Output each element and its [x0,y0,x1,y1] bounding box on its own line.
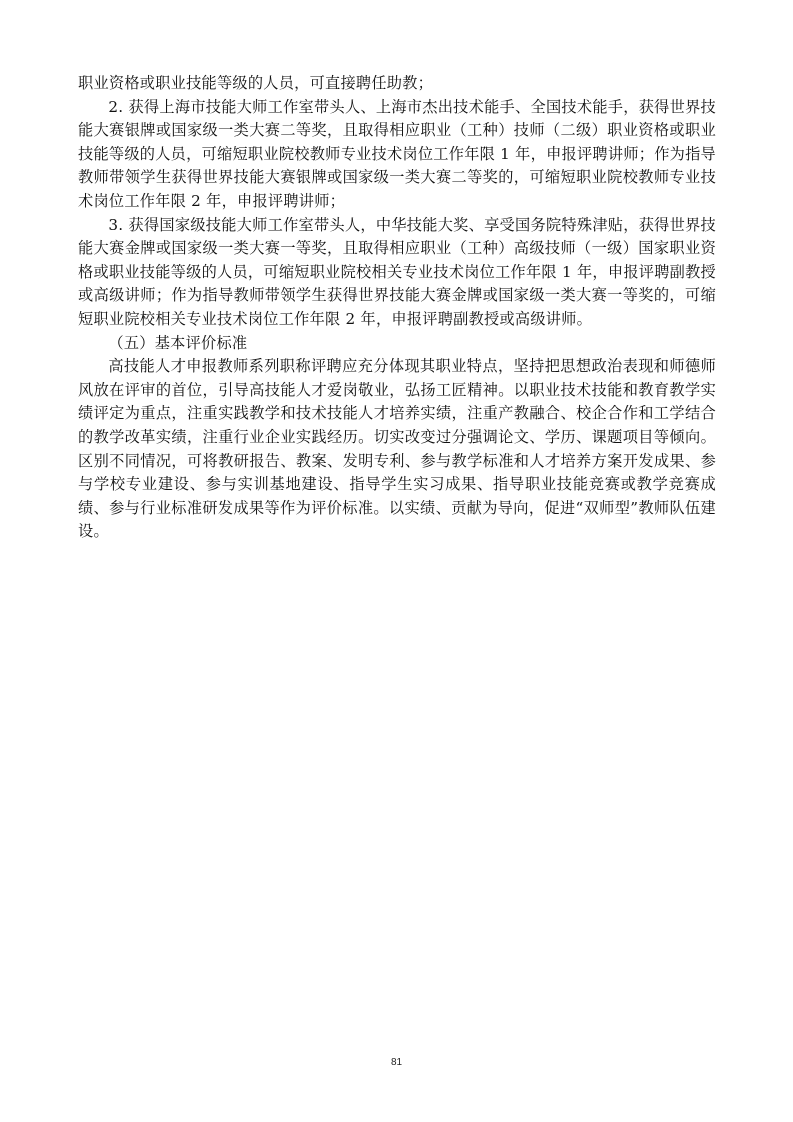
page-number: 81 [390,1057,403,1068]
paragraph-continuation: 职业资格或职业技能等级的人员，可直接聘任助教； [78,74,434,92]
document-body [78,72,716,544]
paragraph-item-3: 3. 获得国家级技能大师工作室带头人，中华技能大奖、享受国务院特殊津贴，获得世界技能大赛金牌或国家级一类大赛一等奖，且取得相应职业（工种）高级技师（一级）国家职业资格或职业技能等级的人员，可缩短职业院校相关专业技术岗位工作年限 1 年，申报评聘副教授或高级讲师；作为指导教师带领学生获得世界技能大赛金牌或国家级一类大赛一等奖的，可缩短职业院校相关专业技术岗位工作年限 2 年，申报评聘副教授或高级讲师。 [78,215,716,328]
section-heading: （五）基本评价标准 [108,333,248,352]
paragraph-evaluation-standard: 高技能人才申报教师系列职称评聘应充分体现其职业特点，坚持把思想政治表现和师德师风放在评审的首位，引导高技能人才爱岗敬业，弘扬工匠精神。以职业技术技能和教育教学实绩评定为重点，注重实践教学和技术技能人才培养实绩，注重产教融合、校企合作和工学结合的教学改革实绩，注重行业企业实践经历。切实改变过分强调论文、学历、课题项目等倾向。区别不同情况，可将教研报告、教案、发明专利、参与教学标准和人才培养方案开发成果、参与学校专业建设、参与实训基地建设、指导学生实习成果、指导职业技能竞赛或教学竞赛成绩、参与行业标准研发成果等作为评价标准。以实绩、贡献为导向，促进“双师型”教师队伍建设。 [78,357,716,541]
paragraph-item-2: 2. 获得上海市技能大师工作室带头人、上海市杰出技术能手、全国技术能手，获得世界技能大赛银牌或国家级一类大赛二等奖，且取得相应职业（工种）技师（二级）职业资格或职业技能等级的人员，可缩短职业院校教师专业技术岗位工作年限 1 年，申报评聘讲师；作为指导教师带领学生获得世界技能大赛银牌或国家级一类大赛二等奖的，可缩短职业院校教师专业技术岗位工作年限 2 年，申报评聘讲师； [78,97,716,210]
